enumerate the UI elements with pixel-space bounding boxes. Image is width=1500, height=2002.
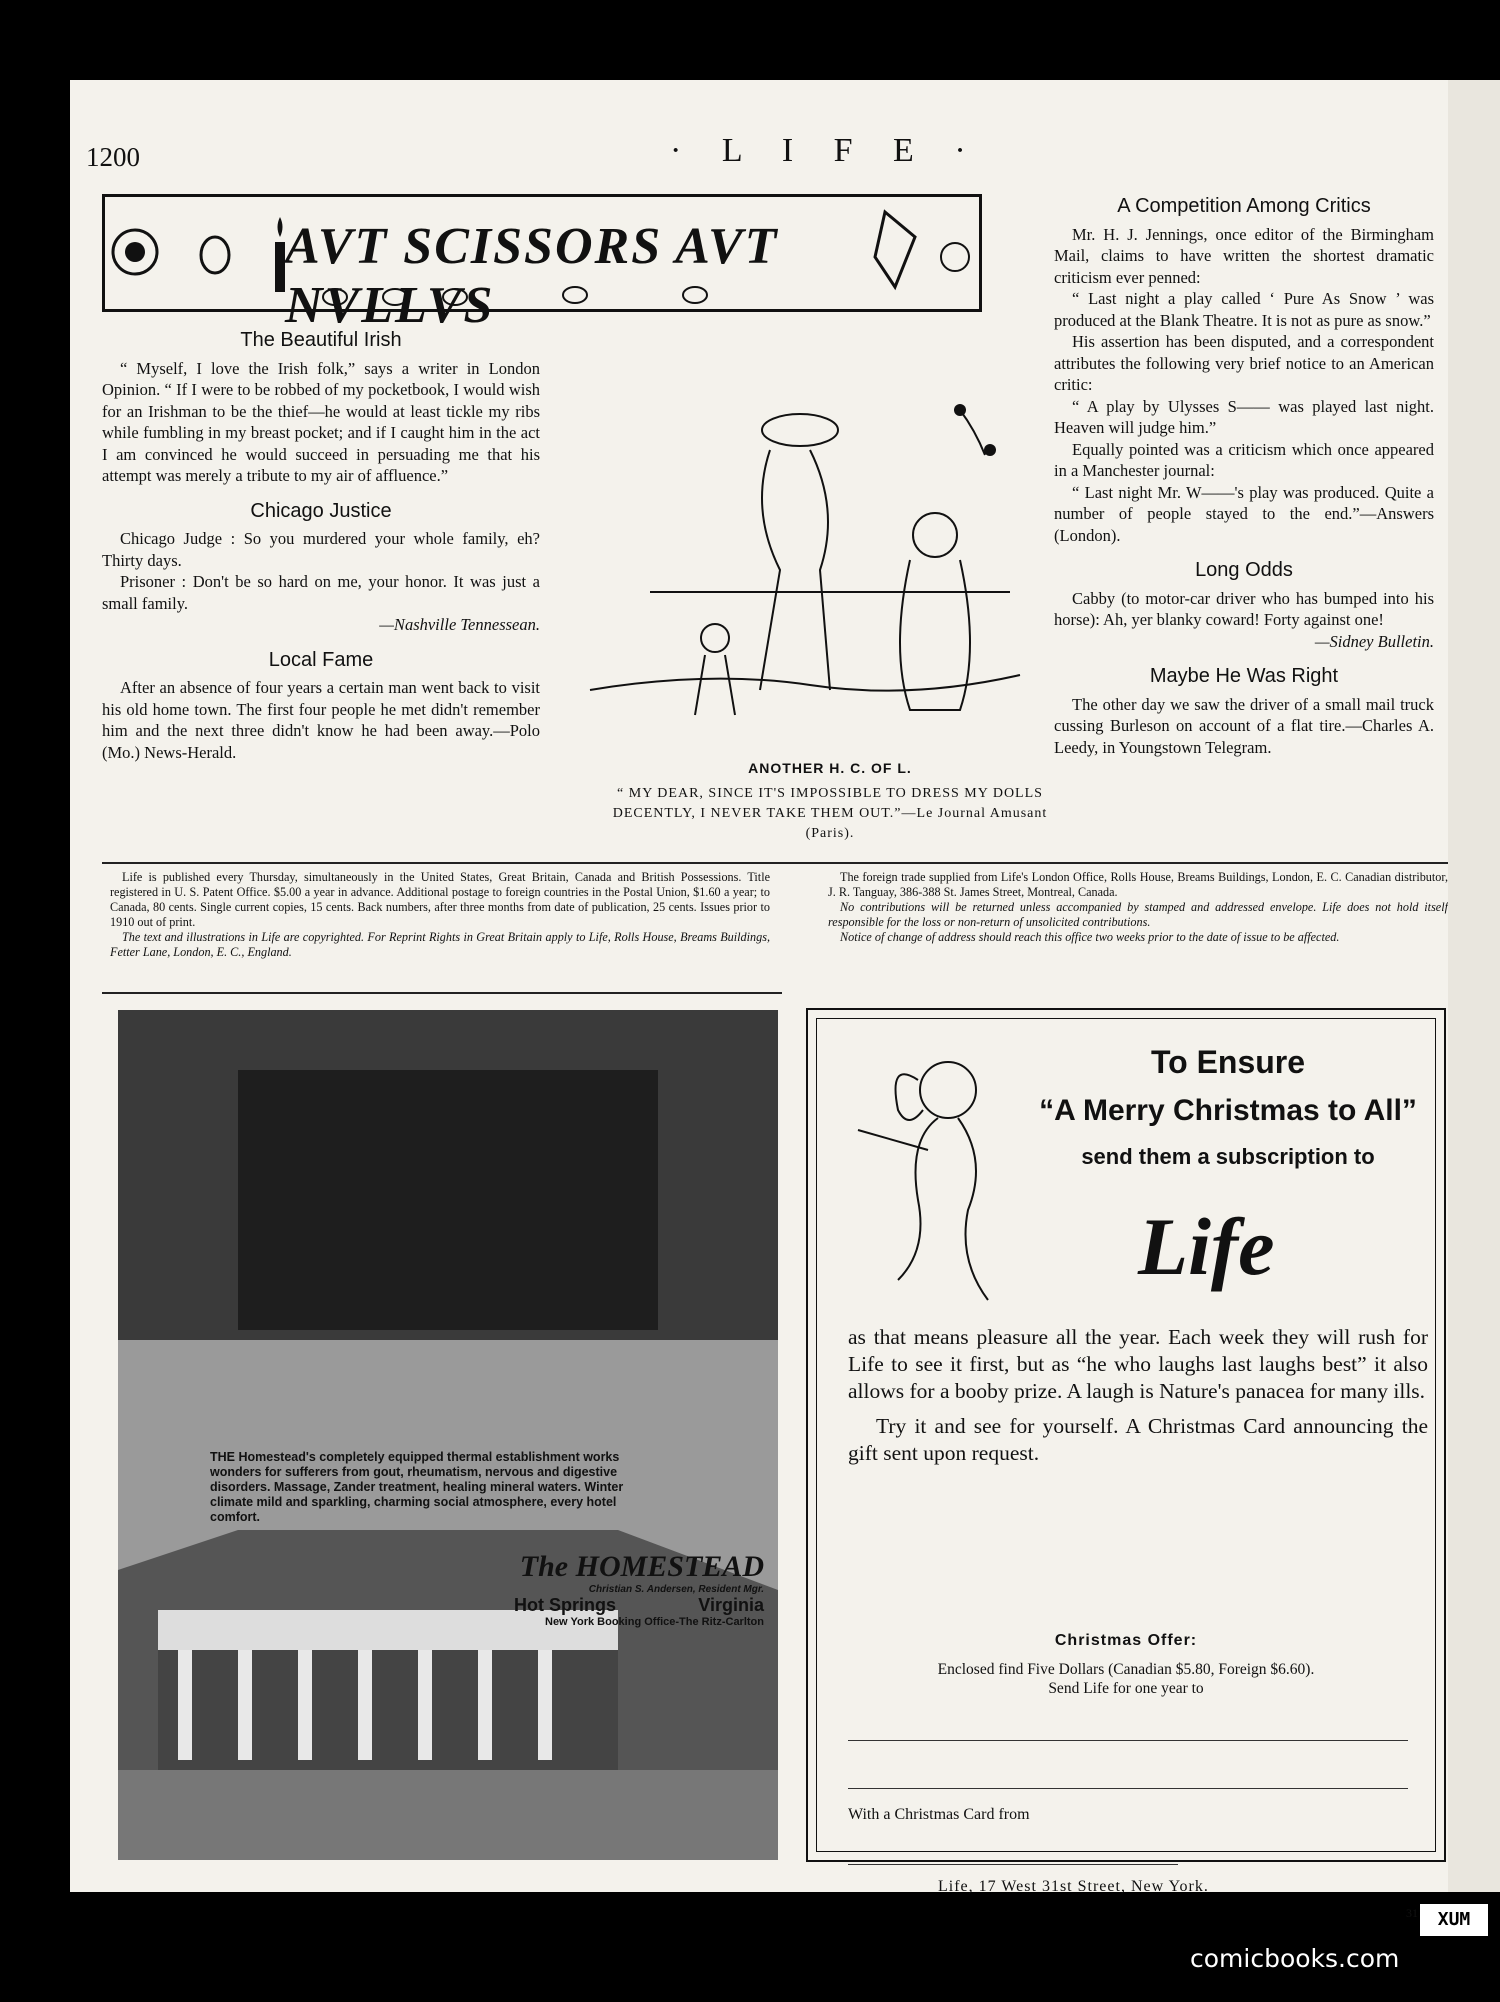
article-body: The other day we saw the driver of a small mail truck cussing Burleson on account of a flat tire.—Charles A. Leedy, in Youngstown Telegram. <box>1054 694 1434 757</box>
article-body: Cabby (to motor-car driver who has bumped into his horse): Ah, yer blanky coward! Forty against one! <box>1054 588 1434 629</box>
divider-rule <box>102 862 1448 864</box>
ad-body <box>848 1324 1428 1467</box>
homestead-location-state: Virginia <box>698 1595 764 1615</box>
notice-text: The text and illustrations in Life are copyrighted. For Reprint Rights in Great Britain apply to Life, Rolls House, Breams Buildings, Fetter Lane, London, E. C., England. <box>110 930 770 959</box>
ad-headline-line3: send them a subscription to <box>1081 1144 1375 1169</box>
article-body: Equally pointed was a criticism which once appeared in a Manchester journal: <box>1054 439 1434 480</box>
article-body: “ Last night a play called ‘ Pure As Snow ’ was produced at the Blank Theatre. It is not as pure as snow.” <box>1054 289 1434 330</box>
article-body: “ Last night Mr. W——'s play was produced. Quite a number of people stayed to the end.”—Answers (London). <box>1054 482 1434 545</box>
masthead: · L I F E · <box>670 132 982 169</box>
cartoon-illustration <box>590 370 1070 750</box>
cherub-illustration <box>838 1050 1018 1330</box>
notice-text: No contributions will be returned unless accompanied by stamped and addressed envelope. Life does not hold itself responsible for the loss or non-return of unsolicited contributions. <box>828 900 1448 929</box>
article-body: His assertion has been disputed, and a correspondent attributes the following very brief notice to an American critic: <box>1054 332 1434 394</box>
ad-headline-line2: “A Merry Christmas to All” <box>1039 1094 1417 1127</box>
publication-notice <box>110 870 770 960</box>
attribution: —Nashville Tennessean. <box>379 615 540 634</box>
offer-line: Enclosed find Five Dollars (Canadian $5.80, Foreign $6.60). <box>937 1661 1315 1678</box>
life-logo: Life <box>1138 1201 1275 1292</box>
notice-text: The foreign trade supplied from Life's London Office, Rolls House, Breams Buildings, London, E. C. Canadian distributor, J. R. Tanguay, 386-388 St. James Street, Montreal, Canada. <box>828 870 1448 899</box>
page-number: 1200 <box>86 142 140 172</box>
article-heading: Local Fame <box>268 648 374 671</box>
cartoon-caption-text: “ MY DEAR, SINCE IT'S IMPOSSIBLE TO DRESS MY DOLLS DECENTLY, I NEVER TAKE THEM OUT.”—Le Journal Amusant (Paris). <box>612 786 1048 841</box>
form-line-recipient[interactable] <box>848 1788 1408 1789</box>
homestead-manager: Christian S. Andersen, Resident Mgr. <box>588 1584 764 1595</box>
homestead-name: The HOMESTEAD <box>519 1550 764 1583</box>
ad-address: Life, 17 West 31st Street, New York. <box>938 1878 1209 1895</box>
article-body: Mr. H. J. Jennings, once editor of the Birmingham Mail, claims to have written the shortest dramatic criticism ever penned: <box>1054 224 1434 287</box>
article-body: “ Myself, I love the Irish folk,” says a writer in London Opinion. “ If I were to be robbed of my pocketbook, I would wish for an Irishman to be the thief—he would at least tickle my ribs while fumbling in my breast pocket; and if I caught him in the act I am convinced he would succeed in persuading me that his attempt was merely a tribute to my air of affluence.” <box>102 358 540 485</box>
section-banner <box>102 194 982 334</box>
ad-body-text: Try it and see for yourself. A Christmas Card announcing the gift sent upon request. <box>848 1414 1428 1465</box>
ad-headline-line1: To Ensure <box>1150 1044 1306 1080</box>
article-heading: Maybe He Was Right <box>1149 665 1339 687</box>
left-column <box>102 316 540 763</box>
homestead-booking: New York Booking Office-The Ritz-Carlton <box>545 1616 764 1628</box>
banner-title: AVT SCISSORS AVT NVLLVS <box>285 218 779 334</box>
homestead-advertisement <box>118 1010 778 1860</box>
offer-line: Send Life for one year to <box>1048 1680 1204 1697</box>
offer-title: Christmas Offer: <box>1054 1632 1198 1649</box>
site-watermark: comicbooks.com <box>1190 1944 1400 1973</box>
homestead-location-city: Hot Springs <box>514 1595 616 1615</box>
homestead-logo <box>494 1550 764 1628</box>
cartoon-caption <box>590 760 1070 844</box>
form-line-sender[interactable] <box>848 1864 1178 1865</box>
hotel-photo <box>118 1010 778 1860</box>
article-heading: Long Odds <box>1195 559 1293 581</box>
right-column <box>1054 196 1434 758</box>
card-from-label: With a Christmas Card from <box>848 1806 1030 1823</box>
attribution: —Sidney Bulletin. <box>1314 631 1434 651</box>
notice-text: Life is published every Thursday, simultaneously in the United States, Great Britain, Canada and British Possessions. Title registered in U. S. Patent Office. $5.00 a year in advance. Additional postage to foreign countries in the Postal Union, $1.60 a year; to Canada, 80 cents. Single current copies, 15 cents. Back numbers, after three months from date of publication, 25 cents. Issues prior to 1910 out of print. <box>110 870 770 929</box>
article-heading: The Beautiful Irish <box>240 329 402 351</box>
contribution-notice <box>828 870 1448 945</box>
magazine-page <box>70 80 1448 1920</box>
divider-rule <box>102 992 782 994</box>
form-line-recipient[interactable] <box>848 1740 1408 1741</box>
article-body: Chicago Judge : So you murdered your whole family, eh? Thirty days. <box>102 529 540 570</box>
article-body: Prisoner : Don't be so hard on me, your honor. It was just a small family. <box>102 572 540 613</box>
adjacent-page-edge <box>1448 80 1500 1892</box>
article-heading: Chicago Justice <box>250 499 392 522</box>
ad-body-text: as that means pleasure all the year. Each week they will rush for Life to see it first, but as “he who laughs last laughs best” it also allows for a booby prize. A laugh is Nature's panacea for many ills. <box>848 1325 1428 1403</box>
ad-number: 31 <box>1406 1906 1418 1920</box>
article-body: After an absence of four years a certain man went back to visit his old home town. The first four people he met didn't remember him and the next three didn't know he had been away.—Polo (Mo.) News-Herald. <box>102 678 540 762</box>
christmas-subscription-advertisement <box>806 1008 1446 1920</box>
article-heading: A Competition Among Critics <box>1117 195 1371 217</box>
notice-text: Notice of change of address should reach this office two weeks prior to the date of issue to be affected. <box>840 930 1340 944</box>
offer-text <box>808 1660 1444 1698</box>
cartoon-title: ANOTHER H. C. OF L. <box>748 760 912 776</box>
article-body: “ A play by Ulysses S—— was played last night. Heaven will judge him.” <box>1054 396 1434 437</box>
homestead-description: THE Homestead's completely equipped thermal establishment works wonders for sufferers from gout, rheumatism, nervous and digestive disorders. Massage, Zander treatment, healing mineral waters. Winter climate mild and sparkling, charming social atmosphere, every hotel comfort. <box>210 1450 624 1524</box>
scan-tag: XUM <box>1420 1904 1488 1936</box>
